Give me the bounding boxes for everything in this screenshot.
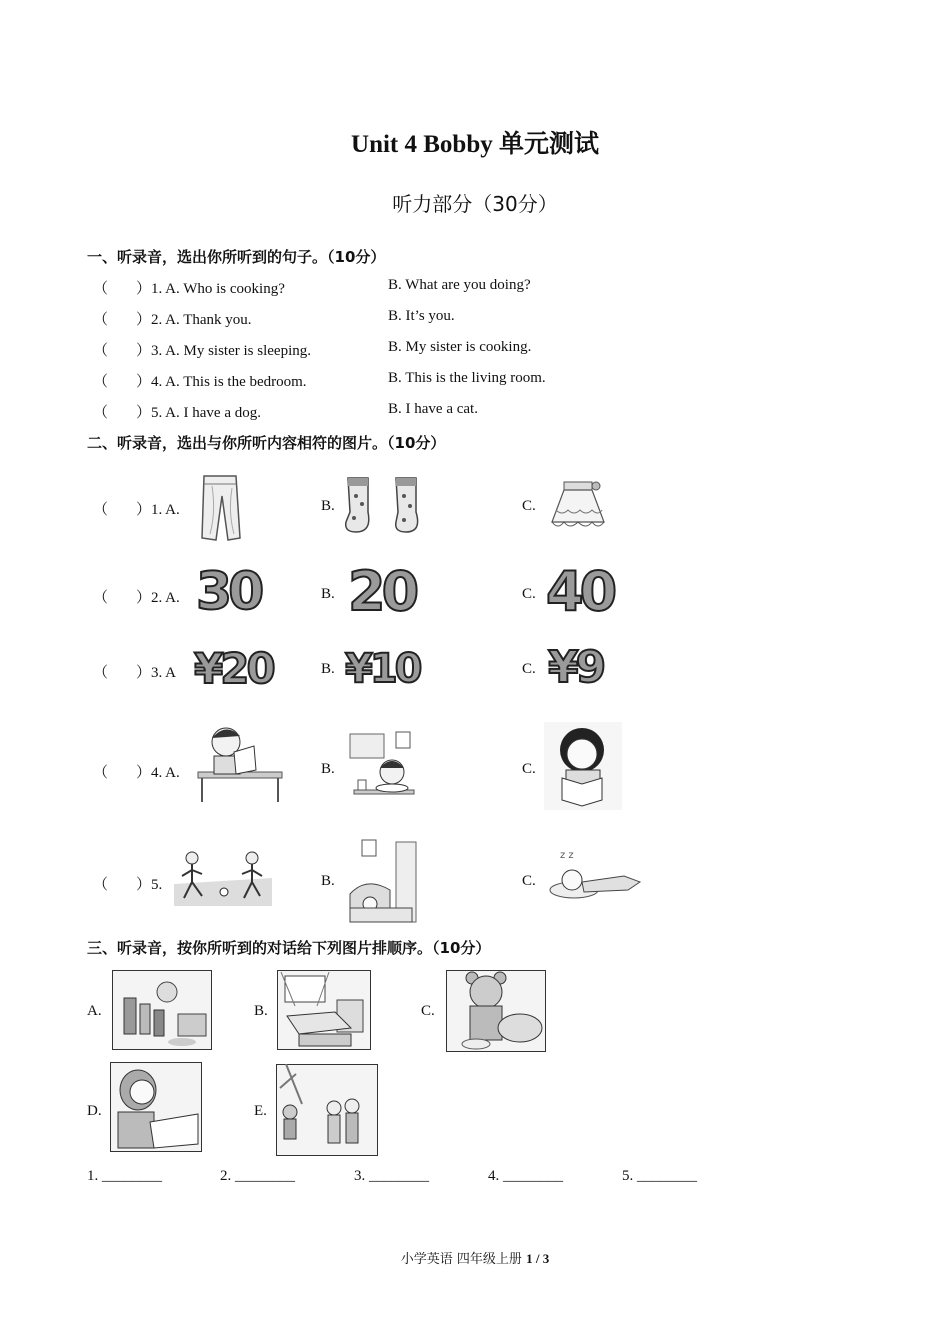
question-b: B. It’s you. bbox=[388, 308, 455, 324]
answer-blank-3[interactable]: 3. ________ bbox=[354, 1168, 429, 1184]
row2-label: ）2. A. bbox=[136, 590, 180, 606]
page-subtitle: 听力部分（30分） bbox=[392, 192, 558, 216]
trousers-image bbox=[192, 472, 252, 544]
answer-paren[interactable]: （ bbox=[93, 590, 109, 606]
girl-writing-image bbox=[110, 1062, 202, 1152]
number-20-image: 20 bbox=[348, 560, 416, 623]
boy-reading-image bbox=[196, 722, 284, 804]
bear-cooking-image bbox=[446, 970, 546, 1052]
row1-label: ）1. A. bbox=[136, 502, 180, 518]
picture-d-label: D. bbox=[87, 1103, 102, 1119]
footer-text: 小学英语 四年级上册 bbox=[400, 1252, 522, 1267]
section2-heading: 二、听录音，选出与你所听内容相符的图片。（10分） bbox=[87, 434, 446, 452]
row4-label: ）4. A. bbox=[136, 765, 180, 781]
answer-paren[interactable]: （ bbox=[93, 374, 109, 390]
row5-c-label: C. bbox=[522, 873, 536, 889]
boy-in-bed-image bbox=[346, 838, 418, 924]
answer-paren[interactable]: （ bbox=[93, 405, 109, 421]
answer-paren[interactable]: （ bbox=[93, 281, 109, 297]
children-outdoors-image bbox=[276, 1064, 378, 1156]
page-footer bbox=[0, 1248, 950, 1267]
question-a: ）5. A. I have a dog. bbox=[136, 405, 261, 421]
socks-image bbox=[342, 474, 432, 538]
number-30-image: 30 bbox=[196, 562, 261, 622]
price-9-image: ¥9 bbox=[548, 642, 604, 693]
answer-paren[interactable]: （ bbox=[93, 665, 109, 681]
section1-heading: 一、听录音，选出你所听到的句子。（10分） bbox=[87, 248, 386, 266]
answer-paren[interactable]: （ bbox=[93, 312, 109, 328]
row5-label: ）5. bbox=[136, 877, 163, 893]
question-b: B. I have a cat. bbox=[388, 401, 478, 417]
page-title: Unit 4 Bobby 单元测试 bbox=[351, 131, 599, 158]
row3-c-label: C. bbox=[522, 661, 536, 677]
answer-paren[interactable]: （ bbox=[93, 502, 109, 518]
row1-c-label: C. bbox=[522, 498, 536, 514]
row2-c-label: C. bbox=[522, 586, 536, 602]
number-40-image: 40 bbox=[546, 560, 614, 623]
row1-b-label: B. bbox=[321, 498, 335, 514]
row4-c-label: C. bbox=[522, 761, 536, 777]
bedroom-image bbox=[277, 970, 371, 1050]
question-a: ）4. A. This is the bedroom. bbox=[136, 374, 307, 390]
price-20-image: ¥20 bbox=[194, 644, 273, 693]
section3-heading: 三、听录音，按你所听到的对话给下列图片排顺序。（10分） bbox=[87, 939, 491, 957]
picture-a-label: A. bbox=[87, 1003, 102, 1019]
row3-label: ）3. A bbox=[136, 665, 177, 681]
question-a: ）2. A. Thank you. bbox=[136, 312, 252, 328]
row5-b-label: B. bbox=[321, 873, 335, 889]
question-b: B. What are you doing? bbox=[388, 277, 531, 293]
answer-blank-2[interactable]: 2. ________ bbox=[220, 1168, 295, 1184]
question-b: B. This is the living room. bbox=[388, 370, 546, 386]
question-a: ）3. A. My sister is sleeping. bbox=[136, 343, 311, 359]
answer-blank-4[interactable]: 4. ________ bbox=[488, 1168, 563, 1184]
price-10-image: ¥10 bbox=[345, 646, 420, 692]
row4-b-label: B. bbox=[321, 761, 335, 777]
answer-blank-5[interactable]: 5. ________ bbox=[622, 1168, 697, 1184]
page-number: 1 / 3 bbox=[526, 1251, 550, 1266]
boys-playing-football-image bbox=[174, 848, 272, 906]
question-b: B. My sister is cooking. bbox=[388, 339, 532, 355]
picture-c-label: C. bbox=[421, 1003, 435, 1019]
svg-text:z z: z z bbox=[560, 850, 574, 861]
picture-b-label: B. bbox=[254, 1003, 268, 1019]
boy-eating-image bbox=[346, 730, 418, 808]
boy-sleeping-image bbox=[544, 842, 646, 904]
living-room-family-image bbox=[112, 970, 212, 1050]
answer-paren[interactable]: （ bbox=[93, 765, 109, 781]
answer-paren[interactable]: （ bbox=[93, 877, 109, 893]
answer-paren[interactable]: （ bbox=[93, 343, 109, 359]
picture-e-label: E. bbox=[254, 1103, 267, 1119]
girl-reading-image bbox=[544, 722, 622, 810]
row2-b-label: B. bbox=[321, 586, 335, 602]
answer-blank-1[interactable]: 1. ________ bbox=[87, 1168, 162, 1184]
skirt-image bbox=[546, 478, 610, 532]
question-a: ）1. A. Who is cooking? bbox=[136, 281, 285, 297]
row3-b-label: B. bbox=[321, 661, 335, 677]
